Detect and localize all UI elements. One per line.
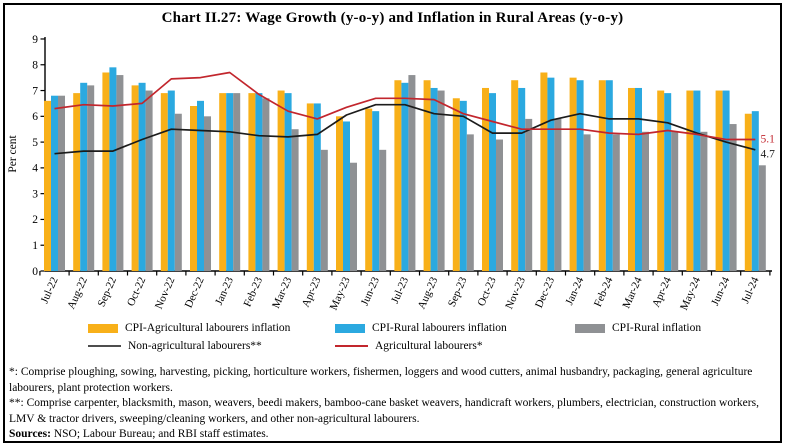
bar-0-Oct-22 — [132, 85, 139, 271]
bar-2-Aug-23 — [438, 91, 445, 271]
y-tick-label: 1 — [32, 240, 38, 253]
bar-1-Feb-23 — [255, 93, 262, 271]
x-tick-label: Aug-23 — [415, 275, 441, 311]
bar-0-Apr-23 — [307, 103, 314, 271]
x-tick-label: Apr-24 — [650, 275, 674, 310]
bar-1-Oct-22 — [139, 83, 146, 271]
x-tick-label: Sep-22 — [95, 275, 120, 309]
bar-2-Dec-22 — [204, 116, 211, 271]
x-tick-label: Feb-24 — [591, 275, 616, 309]
y-tick-label: 9 — [32, 33, 38, 46]
footnote-non-agricultural-definition: **: Comprise carpenter, blacksmith, mason, weavers, beedi makers, bamboo-cane basket weavers, handicraft workers, plumbers, electrician, construction workers, LMV & tractor drivers, sweeping/cleaning workers, and other non-agricultural labourers. — [9, 397, 759, 425]
y-tick-label: 3 — [32, 188, 38, 201]
bar-0-Jul-23 — [394, 80, 401, 271]
bar-0-Jun-24 — [716, 91, 723, 271]
legend-label: CPI-Rural labourers inflation — [372, 322, 507, 334]
bar-0-Nov-22 — [161, 93, 168, 271]
legend-swatch-rural-inflation — [575, 324, 605, 333]
x-tick-label: Mar-23 — [270, 275, 295, 311]
x-tick-label: Jul-24 — [739, 275, 762, 306]
bar-1-Nov-23 — [518, 88, 525, 271]
legend-item-cpi-agricultural-labourers — [88, 322, 290, 334]
bar-1-Jun-23 — [372, 111, 379, 271]
x-tick-label: Jun-24 — [709, 275, 733, 308]
legend-item-cpi-rural-inflation — [575, 322, 701, 334]
bar-2-Feb-24 — [613, 134, 620, 271]
y-tick-label: 5 — [32, 136, 38, 149]
bar-0-Sep-23 — [453, 98, 460, 271]
bar-1-Aug-23 — [431, 88, 438, 271]
bar-2-Jan-24 — [584, 134, 591, 271]
bar-1-Aug-22 — [80, 83, 87, 271]
bar-2-Apr-23 — [321, 150, 328, 271]
y-tick-label: 0 — [32, 265, 38, 278]
bar-2-Oct-23 — [496, 140, 503, 271]
x-tick-label: Aug-22 — [65, 275, 90, 311]
bar-1-Mar-23 — [285, 93, 292, 271]
y-tick-label: 8 — [32, 59, 38, 72]
line-end-label-0: 4.7 — [760, 148, 775, 161]
bar-0-Dec-23 — [540, 72, 547, 271]
legend-label: Agricultural labourers* — [375, 340, 483, 352]
legend-item-agricultural-labourers — [335, 340, 483, 352]
bar-0-Apr-24 — [657, 91, 664, 271]
legend-item-cpi-rural-labourers — [335, 322, 507, 334]
x-tick-label: Dec-22 — [182, 275, 207, 310]
bar-2-Aug-22 — [87, 85, 94, 271]
legend-label: Non-agricultural labourers** — [128, 340, 262, 352]
bar-0-Feb-24 — [599, 80, 606, 271]
legend-line-agricultural — [335, 345, 368, 347]
x-tick-label: Sep-23 — [445, 275, 470, 309]
legend-swatch-rural-labourers-inflation — [335, 324, 365, 333]
bar-1-Jan-24 — [577, 80, 584, 271]
sources-label: Sources: — [9, 428, 51, 440]
x-tick-label: Mar-24 — [620, 275, 645, 311]
x-tick-label: Jul-22 — [38, 275, 61, 306]
x-tick-label: Jan-23 — [213, 275, 236, 308]
bar-1-Dec-22 — [197, 101, 204, 271]
bar-2-May-24 — [700, 132, 707, 271]
y-tick-label: 2 — [32, 214, 38, 227]
legend-line-non-agricultural — [88, 345, 121, 347]
bar-1-Dec-23 — [547, 78, 554, 271]
legend-label: CPI-Agricultural labourers inflation — [125, 322, 291, 334]
bar-2-Jan-23 — [233, 93, 240, 271]
legend-swatch-agricultural-labourers-inflation — [88, 324, 118, 333]
x-tick-label: Feb-23 — [241, 275, 266, 309]
bar-2-Feb-23 — [262, 98, 269, 271]
bar-1-Jul-24 — [752, 111, 759, 271]
y-tick-label: 7 — [32, 85, 38, 98]
bar-0-Jul-24 — [745, 114, 752, 271]
y-axis-title: Per cent — [7, 135, 19, 173]
bar-0-Mar-23 — [278, 91, 285, 271]
bar-1-Apr-24 — [664, 93, 671, 271]
bar-2-Mar-23 — [292, 129, 299, 271]
footnotes — [9, 365, 776, 443]
bar-0-Mar-24 — [628, 88, 635, 271]
x-tick-label: Jul-23 — [388, 275, 412, 306]
bar-1-Jan-23 — [226, 93, 233, 271]
x-tick-label: May-24 — [678, 275, 704, 313]
bar-1-Sep-22 — [109, 67, 116, 271]
footnote-agricultural-definition: *: Comprise ploughing, sowing, harvesting, picking, horticulture workers, fishermen, loggers and wood cutters, animal husbandry, packaging, general agriculture labourers, plant protection workers. — [9, 366, 753, 394]
bar-0-Feb-23 — [248, 93, 255, 271]
bar-0-Jul-22 — [44, 101, 51, 271]
bar-2-Nov-23 — [525, 119, 532, 271]
bar-2-Nov-22 — [175, 114, 182, 271]
bar-2-May-23 — [350, 163, 357, 271]
bar-1-Nov-22 — [168, 91, 175, 271]
y-tick-label: 6 — [32, 111, 38, 124]
x-tick-label: Dec-23 — [533, 275, 558, 310]
x-tick-label: Apr-23 — [299, 275, 324, 310]
bar-1-Jul-22 — [51, 96, 58, 271]
bar-2-Mar-24 — [642, 132, 649, 271]
chart-title: Chart II.27: Wage Growth (y-o-y) and Inflation in Rural Areas (y-o-y) — [161, 10, 624, 26]
line-end-label-1: 5.1 — [760, 133, 775, 146]
bar-0-Nov-23 — [511, 80, 518, 271]
bar-2-Sep-23 — [467, 134, 474, 271]
bar-1-Sep-23 — [460, 101, 467, 271]
bar-2-Oct-22 — [146, 91, 153, 271]
bar-0-May-23 — [336, 116, 343, 271]
footnote-sources — [9, 427, 776, 443]
bar-0-Jan-23 — [219, 93, 226, 271]
bar-1-Oct-23 — [489, 93, 496, 271]
bar-2-Dec-23 — [554, 119, 561, 271]
x-tick-label: Nov-22 — [152, 275, 178, 311]
bar-0-Jun-23 — [365, 109, 372, 271]
bar-2-Jul-24 — [759, 165, 766, 271]
bar-0-Aug-22 — [73, 93, 80, 271]
legend-label: CPI-Rural inflation — [612, 322, 702, 334]
bar-0-Sep-22 — [102, 72, 109, 271]
bar-2-Apr-24 — [671, 132, 678, 271]
bar-0-Oct-23 — [482, 88, 489, 271]
bar-2-Jun-24 — [730, 124, 737, 271]
bar-1-Feb-24 — [606, 80, 613, 271]
x-tick-label: Nov-23 — [503, 275, 528, 311]
bar-2-Jun-23 — [379, 150, 386, 271]
x-tick-label: Jun-23 — [358, 275, 382, 308]
x-tick-label: Oct-22 — [124, 275, 149, 309]
bar-2-Jul-23 — [408, 75, 415, 271]
sources-text: NSO; Labour Bureau; and RBI staff estimates. — [50, 428, 269, 440]
bar-1-Jun-24 — [723, 91, 730, 271]
x-tick-label: May-23 — [327, 275, 353, 313]
bar-1-May-24 — [693, 91, 700, 271]
bar-0-May-24 — [686, 91, 693, 271]
x-tick-label: Oct-23 — [475, 275, 499, 309]
legend-item-non-agricultural-labourers — [88, 340, 262, 352]
x-tick-label: Jan-24 — [563, 275, 587, 308]
y-tick-label: 4 — [32, 162, 38, 175]
bar-1-Apr-23 — [314, 103, 321, 271]
bar-1-Mar-24 — [635, 88, 642, 271]
bar-1-Jul-23 — [401, 83, 408, 271]
bar-0-Aug-23 — [424, 80, 431, 271]
bar-1-May-23 — [343, 121, 350, 271]
bar-0-Jan-24 — [570, 78, 577, 271]
bar-2-Jul-22 — [58, 96, 65, 271]
